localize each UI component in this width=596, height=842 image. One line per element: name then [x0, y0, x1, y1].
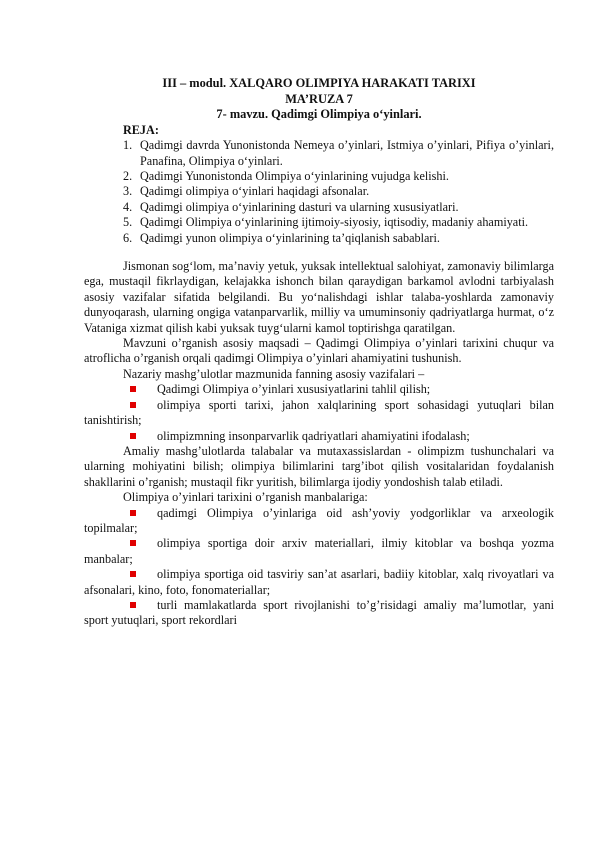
plan-item-text: Qadimgi Olimpiya o‘yinlarining ijtimoiy-siyosiy, iqtisodiy, madaniy ahamiyati. — [140, 215, 529, 230]
list-item-text: qadimgi Olimpiya o’yinlariga oid ash’yoviy yodgorliklar va arxeologik topilmalar; — [84, 505, 554, 535]
list-item — [84, 567, 554, 598]
body-paragraph: Mavzuni o’rganish asosiy maqsadi – Qadimgi Olimpiya o’yinlari tarixini chuqur va atroflicha o’rganish orqali qadimgi Olimpiya o’yinlari ahamiyatini tushunish. — [84, 336, 554, 366]
plan-item — [84, 169, 554, 184]
square-bullet-icon — [130, 386, 136, 392]
plan-item — [84, 231, 554, 246]
plan-item-text: Qadimgi yunon olimpiya o‘yinlarining ta’qiqlanish sabablari. — [140, 230, 440, 245]
list-item-text: olimpizmning insonparvarlik qadriyatlari ahamiyatini ifodalash; — [157, 428, 470, 443]
square-bullet-icon — [130, 602, 136, 608]
plan-item-number: 2. — [123, 169, 133, 183]
square-bullet-icon — [130, 433, 136, 439]
plan-label: REJA: — [123, 122, 159, 137]
body-paragraph: Jismonan sog‘lom, ma’naviy yetuk, yuksak intellektual salohiyat, zamonaviy bilimlarga ega, mustaqil fikrlaydigan, kelajakka ishonch bilan qaraydigan barkamol avlodni tarbiyalash asosiy vazifalar sifatida belgilandi. Bu yo‘nalishdagi ishlar talaba-yoshlarda zamonaviy dunyoqarash, ularning ongiga vatanparvarlik, milliy va umuminsoniy qadriyatlarga hurmat, o‘z Vataniga xizmat qilish kabi yuksak tuyg‘ularni kamol toptirishga qaratilgan. — [84, 259, 554, 335]
list-item — [84, 506, 554, 537]
plan-item-number: 1. — [123, 138, 133, 153]
tasks-list — [84, 382, 554, 444]
plan-item-number: 4. — [123, 199, 133, 214]
plan-item-text: Qadimgi olimpiya o‘yinlari haqidagi afsonalar. — [140, 184, 370, 199]
plan-item-number: 6. — [123, 230, 133, 245]
plan-item-number: 3. — [123, 184, 133, 199]
document-content — [84, 76, 554, 629]
plan-item-text: Qadimgi Yunonistonda Olimpiya o‘yinlarining vujudga kelishi. — [140, 169, 449, 183]
list-item — [84, 382, 554, 397]
tasks-intro: Nazariy mashg’ulotlar mazmunida fanning asosiy vazifalari – — [123, 366, 425, 381]
list-item — [84, 398, 554, 429]
plan-item-number: 5. — [123, 215, 133, 230]
plan-list — [84, 138, 554, 246]
plan-item — [84, 200, 554, 215]
topic-title: 7- mavzu. Qadimgi Olimpiya o‘yinlari. — [216, 107, 422, 122]
lecture-number: MA’RUZA 7 — [285, 91, 353, 106]
square-bullet-icon — [130, 571, 136, 577]
plan-item — [84, 215, 554, 230]
list-item-text: turli mamlakatlarda sport rivojlanishi to’g’risidagi amaliy ma’lumotlar, yani sport yutuqlari, sport rekordlari — [84, 597, 554, 628]
sources-list — [84, 506, 554, 629]
module-title: III – modul. XALQARO OLIMPIYA HARAKATI TARIXI — [162, 76, 476, 90]
list-item-text: Qadimgi Olimpiya o’yinlari xususiyatlarini tahlil qilish; — [157, 382, 431, 397]
list-item-text: olimpiya sporti tarixi, jahon xalqlarining sport sohasidagi yutuqlari bilan tanishtirish; — [84, 397, 554, 428]
plan-item — [84, 184, 554, 199]
plan-item-text: Qadimgi olimpiya o‘yinlarining dasturi va ularning xususiyatlari. — [140, 199, 459, 214]
list-item — [84, 536, 554, 567]
square-bullet-icon — [130, 540, 136, 546]
body-paragraph: Amaliy mashg’ulotlarda talabalar va mutaxassislardan - olimpizm tushunchalari va ularning mohiyatini bilish; olimpiya bilimlarini targ’ibot qilish vositalaridan foydalanish shakllarini o’rganish; mustaqil fikr yuritish, bilimlarga ijodiy yondoshish talab etiladi. — [84, 443, 554, 489]
plan-item-text: Qadimgi davrda Yunonistonda Nemeya o’yinlari, Istmiya o’yinlari, Pifiya o’yinlari, Panafina, Olimpiya o‘yinlari. — [140, 138, 554, 168]
square-bullet-icon — [130, 510, 136, 516]
square-bullet-icon — [130, 402, 136, 408]
list-item-text: olimpiya sportiga doir arxiv materiallari, ilmiy kitoblar va boshqa yozma manbalar; — [84, 536, 554, 566]
plan-item — [84, 138, 554, 169]
list-item — [84, 598, 554, 629]
list-item-text: olimpiya sportiga oid tasviriy san’at asarlari, badiiy kitoblar, xalq rivoyatlari va afsonalari, kino, foto, fonomateriallar; — [84, 567, 554, 597]
list-item — [84, 429, 554, 444]
sources-intro: Olimpiya o’yinlari tarixini o’rganish manbalariga: — [123, 490, 368, 505]
